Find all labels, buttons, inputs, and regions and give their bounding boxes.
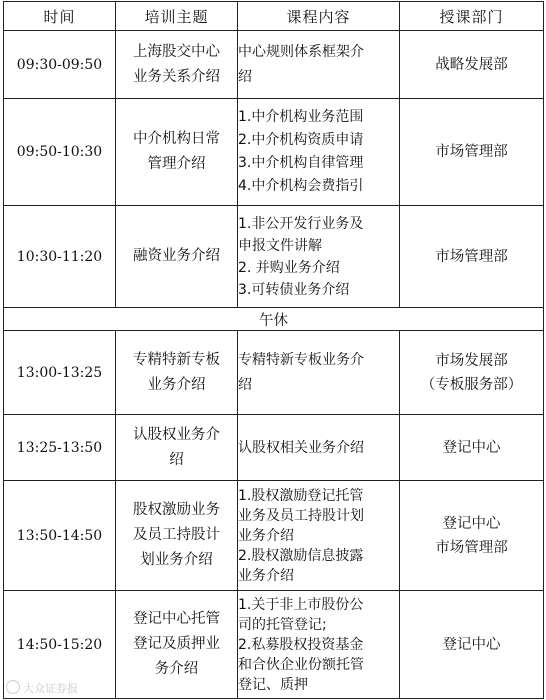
- content-line: 4.中介机构会费指引: [238, 178, 364, 194]
- table-row: [4, 99, 544, 206]
- content-line: 专精特新专板业务介: [238, 351, 364, 368]
- department-cell: [400, 591, 544, 699]
- table-row: [4, 591, 544, 699]
- watermark-logo-icon: [6, 680, 20, 694]
- topic-line: 绍: [169, 451, 184, 468]
- topic-line: 登记及质押业: [133, 636, 220, 652]
- topic-line: 管理介绍: [147, 156, 206, 172]
- topic-cell: [116, 31, 238, 99]
- content-line: 绍: [238, 376, 252, 393]
- content-cell: [238, 206, 400, 308]
- content-line: 绍: [238, 68, 252, 85]
- department-line: 登记中心: [442, 515, 501, 532]
- topic-line: 划业务介绍: [140, 552, 213, 568]
- topic-cell: [116, 591, 238, 699]
- department-line: 市场管理部: [435, 144, 508, 160]
- topic-line: 股权激励业务: [133, 502, 220, 518]
- content-line: 2.中介机构资质申请: [238, 132, 364, 148]
- topic-line: 及员工持股计: [133, 527, 220, 543]
- department-line: 战略发展部: [435, 56, 508, 73]
- department-cell: [400, 31, 544, 99]
- table-row: [4, 481, 544, 591]
- content-line: 和合伙企业份额托管: [238, 656, 364, 673]
- content-line: 1.股权激励登记托管: [238, 487, 364, 504]
- topic-line: 务介绍: [154, 661, 199, 677]
- topic-line: 专精特新专板: [133, 351, 220, 368]
- content-line: 3.可转债业务介绍: [238, 281, 350, 298]
- training-schedule-table: [3, 1, 544, 699]
- department-line: （专板服务部）: [420, 376, 523, 393]
- time-cell: 09:30-09:50: [4, 31, 116, 99]
- department-line: 登记中心: [442, 439, 501, 456]
- time-cell: 13:00-13:25: [4, 331, 116, 415]
- content-line: 业务介绍: [238, 567, 294, 584]
- topic-cell: [116, 481, 238, 591]
- department-cell: [400, 331, 544, 415]
- content-cell: [238, 591, 400, 699]
- topic-cell: [116, 415, 238, 481]
- content-cell: [238, 331, 400, 415]
- content-line: 申报文件讲解: [238, 237, 322, 254]
- table-row: [4, 331, 544, 415]
- department-line: 市场发展部: [435, 352, 508, 369]
- time-cell: 13:50-14:50: [4, 481, 116, 591]
- topic-line: 认股权业务介: [133, 426, 220, 443]
- content-line: 1.关于非上市股份公: [238, 596, 364, 613]
- topic-line: 登记中心托管: [133, 611, 220, 627]
- lunch-row: [4, 308, 544, 331]
- department-cell: [400, 99, 544, 206]
- department-cell: [400, 481, 544, 591]
- header-row: [4, 2, 544, 31]
- time-cell: 13:25-13:50: [4, 415, 116, 481]
- topic-cell: [116, 99, 238, 206]
- watermark-text: 大众证券报: [23, 682, 78, 695]
- header-topic: 培训主题: [116, 2, 238, 31]
- topic-line: 上海股交中心: [133, 43, 220, 60]
- content-line: 1.中介机构业务范围: [238, 109, 364, 125]
- topic-line: 融资业务介绍: [133, 248, 220, 264]
- header-time: 时间: [4, 2, 116, 31]
- content-line: 2. 并购业务介绍: [238, 259, 340, 276]
- content-line: 业务及员工持股计划: [238, 507, 364, 524]
- topic-cell: [116, 331, 238, 415]
- department-line: 登记中心: [442, 636, 501, 653]
- watermark: [6, 680, 78, 696]
- content-line: 业务介绍: [238, 527, 294, 544]
- time-cell: 09:50-10:30: [4, 99, 116, 206]
- header-department: 授课部门: [400, 2, 544, 31]
- content-line: 3.中介机构自律管理: [238, 155, 364, 171]
- content-line: 2.股权激励信息披露: [238, 547, 364, 564]
- topic-line: 业务关系介绍: [133, 68, 220, 85]
- content-line: 2.私募股权投资基金: [238, 636, 364, 653]
- content-line: 1.非公开发行业务及: [238, 215, 364, 232]
- topic-line: 中介机构日常: [133, 131, 220, 147]
- department-line: 市场管理部: [435, 248, 508, 265]
- content-line: 认股权相关业务介绍: [238, 439, 364, 456]
- table-row: [4, 206, 544, 308]
- table-row: [4, 31, 544, 99]
- topic-cell: [116, 206, 238, 308]
- table-row: [4, 415, 544, 481]
- content-cell: [238, 31, 400, 99]
- lunch-break-label: 午休: [4, 308, 544, 331]
- time-cell: 14:50-15:20: [4, 591, 116, 699]
- time-cell: 10:30-11:20: [4, 206, 116, 308]
- department-cell: [400, 415, 544, 481]
- department-cell: [400, 206, 544, 308]
- content-cell: [238, 415, 400, 481]
- content-cell: [238, 99, 400, 206]
- header-content: 课程内容: [238, 2, 400, 31]
- content-line: 登记、质押: [238, 676, 308, 693]
- content-line: 中心规则体系框架介: [238, 43, 364, 60]
- content-cell: [238, 481, 400, 591]
- department-line: 市场管理部: [435, 539, 508, 556]
- topic-line: 业务介绍: [147, 376, 206, 393]
- content-line: 司的托管登记;: [238, 616, 327, 633]
